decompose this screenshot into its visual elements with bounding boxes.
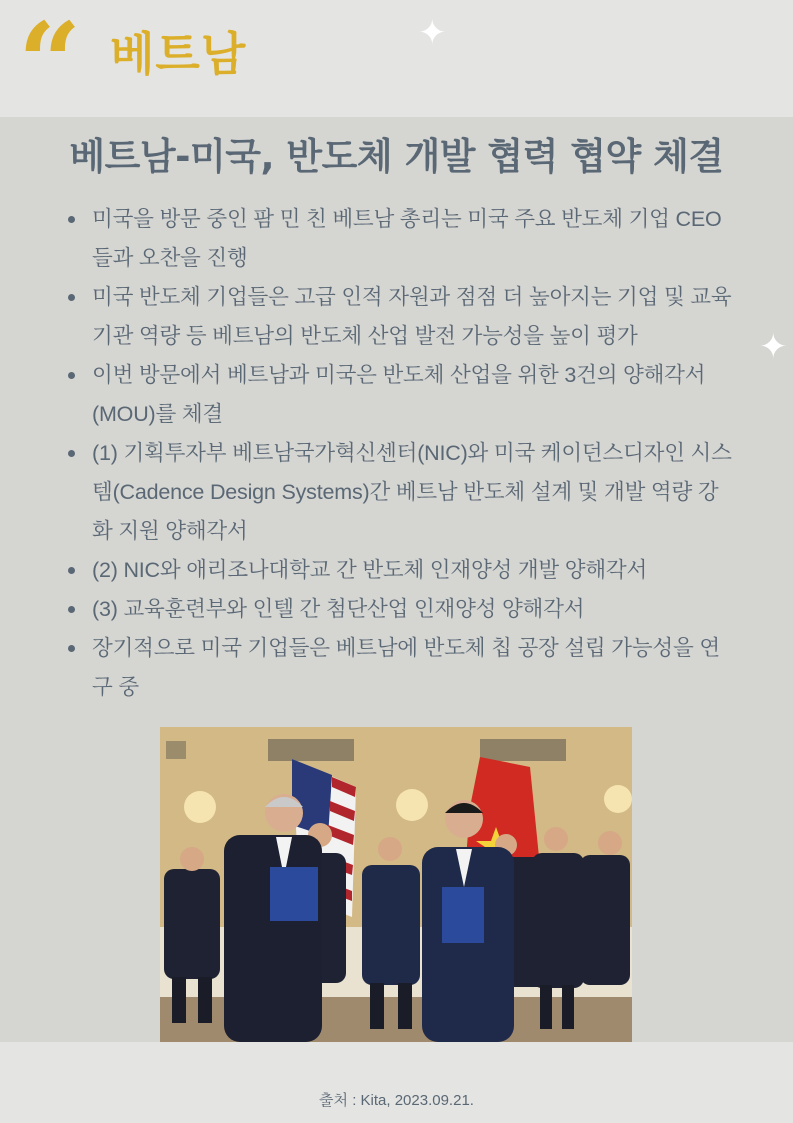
list-item [66,278,736,356]
list-item-text: 장기적으로 미국 기업들은 베트남에 반도체 칩 공장 설립 가능성을 연구 중 [92,636,720,699]
quote-mark-icon: “ [18,0,70,127]
list-item [66,629,736,707]
footer-band [0,1042,793,1123]
bullet-icon [68,645,75,652]
list-item [66,551,736,590]
list-item [66,200,736,278]
list-item-text: (3) 교육훈련부와 인텔 간 첨단산업 인재양성 양해각서 [92,597,585,621]
list-item [66,590,736,629]
list-item-text: 미국을 방문 중인 팜 민 친 베트남 총리는 미국 주요 반도체 기업 CEO들과 오찬을 진행 [92,207,722,270]
list-item [66,356,736,434]
page-title: 베트남-미국, 반도체 개발 협력 협약 체결 [69,135,724,178]
bullet-icon [68,216,75,223]
list-item-text: 이번 방문에서 베트남과 미국은 반도체 산업을 위한 3건의 양해각서(MOU)를 체결 [92,363,706,426]
header-title: 베트남 [110,27,247,81]
list-item [66,434,736,551]
source-citation: 출처 : Kita, 2023.09.21. [319,1092,474,1109]
list-item-text: (1) 기획투자부 베트남국가혁신센터(NIC)와 미국 케이던스디자인 시스템(Cadence Design Systems)간 베트남 반도체 설계 및 개발 역량 강화 지원 양해각서 [92,441,732,543]
bullet-icon [68,294,75,301]
bullet-icon [68,372,75,379]
list-item-text: 미국 반도체 기업들은 고급 인적 자원과 점점 더 높아지는 기업 및 교육기관 역량 등 베트남의 반도체 산업 발전 가능성을 높이 평가 [92,285,732,348]
bullet-icon [68,450,75,457]
bullet-icon [68,606,75,613]
signing-ceremony-photo [160,727,632,1042]
list-item-text: (2) NIC와 애리조나대학교 간 반도체 인재양성 개발 양해각서 [92,558,648,582]
sparkle-icon: ✦ [759,327,788,367]
bullet-icon [68,567,75,574]
sparkle-icon: ✦ [418,13,447,53]
bullet-list [66,200,736,707]
